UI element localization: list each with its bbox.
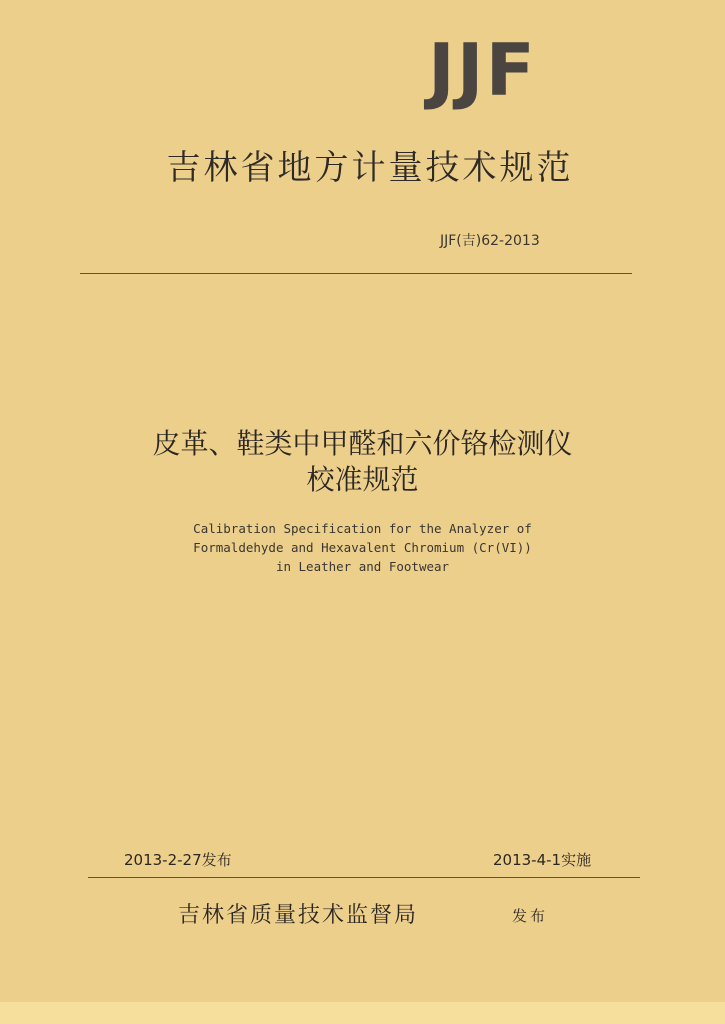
issue-date: 2013-2-27发布 [124, 851, 232, 869]
series-title: 吉林省地方计量技术规范 [166, 148, 574, 188]
jjf-logo [428, 28, 593, 112]
document-code: JJF(吉)62-2013 [440, 233, 540, 249]
publisher: 吉林省质量技术监督局 [178, 903, 419, 928]
publish-label: 发布 [512, 907, 549, 925]
implementation-date: 2013-4-1实施 [493, 851, 592, 869]
title-en-line-3: in Leather and Footwear [275, 559, 450, 574]
title-en-line-1: Calibration Specification for the Analyzer of [193, 521, 532, 536]
title-cn-line-2: 校准规范 [306, 463, 419, 496]
top-divider [80, 273, 632, 274]
title-cn-line-1: 皮革、鞋类中甲醛和六价铬检测仪 [152, 427, 573, 460]
scan-edge [0, 1002, 725, 1024]
logo-text: JJF [428, 28, 537, 112]
bottom-divider [88, 877, 640, 878]
title-en-line-2: Formaldehyde and Hexavalent Chromium (Cr(VI)) [193, 540, 532, 555]
